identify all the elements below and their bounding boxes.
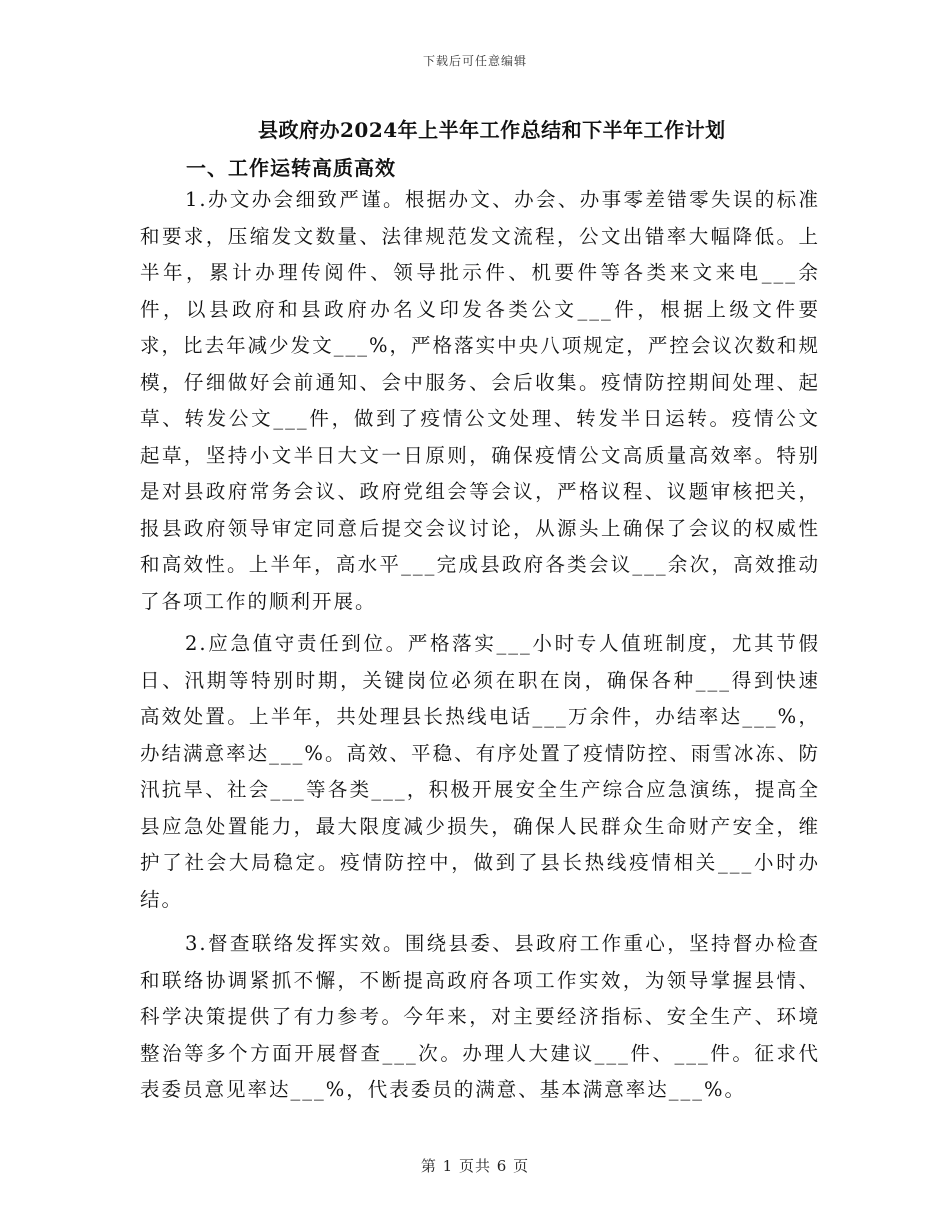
document-title: 县政府办2024年上半年工作总结和下半年工作计划 — [258, 118, 726, 142]
paragraph-2: 2.应急值守责任到位。严格落实___小时专人值班制度，尤其节假日、汛期等特别时期，关键岗位必须在职在岗，确保各种___得到快速高效处置。上半年，共处理县长热线电话___万余件，办结率达___%，办结满意率达___%。高效、平稳、有序处置了疫情防控、雨雪冰冻、防汛抗旱、社会___等各类___，积极开展安全生产综合应急演练，提高全县应急处置能力，最大限度减少损失，确保人民群众生命财产安全，维护了社会大局稳定。疫情防控中，做到了县长热线疫情相关___小时办结。 — [140, 632, 820, 911]
paragraph-1: 1.办文办会细致严谨。根据办文、办会、办事零差错零失误的标准和要求，压缩发文数量、法律规范发文流程，公文出错率大幅降低。上半年，累计办理传阅件、领导批示件、机要件等各类来文来电___余件，以县政府和县政府办名义印发各类公文___件，根据上级文件要求，比去年减少发文___%，严格落实中央八项规定，严控会议次数和规模，仔细做好会前通知、会中服务、会后收集。疫情防控期间处理、起草、转发公文___件，做到了疫情公文处理、转发半日运转。疫情公文起草，坚持小文半日大文一日原则，确保疫情公文高质量高效率。特别是对县政府常务会议、政府党组会等会议，严格议程、议题审核把关，报县政府领导审定同意后提交会议讨论，从源头上确保了会议的权威性和高效性。上半年，高水平___完成县政府各类会议___余次，高效推动了各项工作的顺利开展。 — [140, 188, 820, 613]
paragraph-3: 3.督查联络发挥实效。围绕县委、县政府工作重心，坚持督办检查和联络协调紧抓不懈，不断提高政府各项工作实效，为领导掌握县情、科学决策提供了有力参考。今年来，对主要经济指标、安全生产、环境整治等多个方面开展督查___次。办理人大建议___件、___件。征求代表委员意见率达___%，代表委员的满意、基本满意率达___%。 — [140, 932, 820, 1101]
section-heading: 一、工作运转高质高效 — [186, 156, 396, 180]
page-header-note: 下载后可任意编辑 — [422, 54, 527, 68]
page-footer: 第 1 页共 6 页 — [420, 1157, 530, 1175]
